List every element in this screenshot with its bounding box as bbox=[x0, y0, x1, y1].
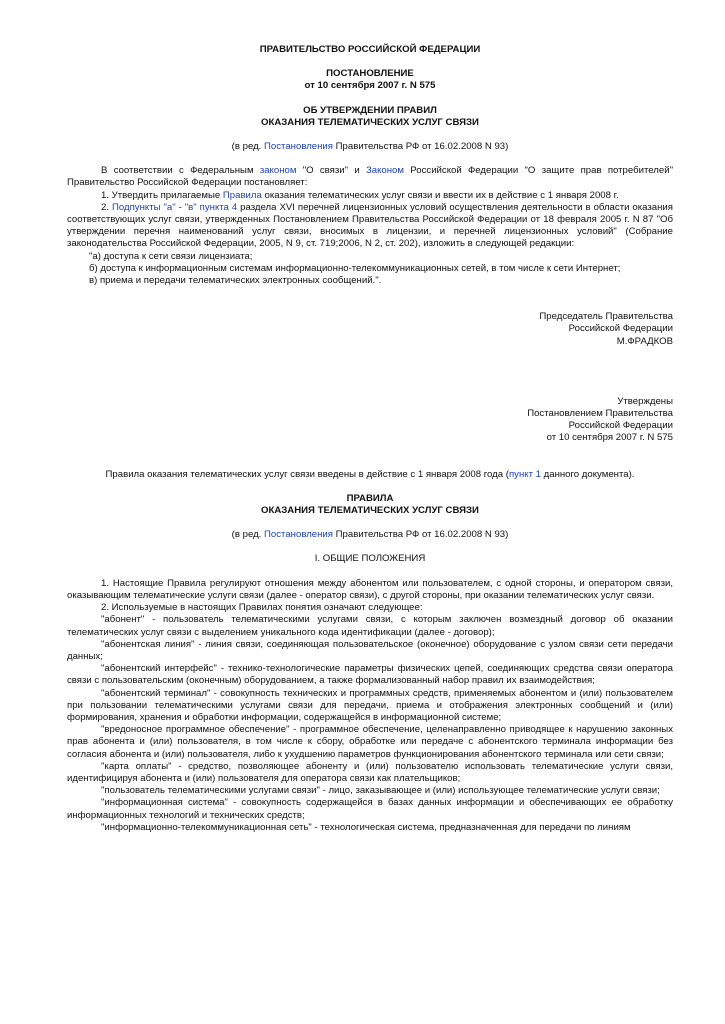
definition-paragraph: "информационная система" - совокупность содержащейся в базах данных информации и обеспечивающих ее обработку информационных технологий и технических средств; bbox=[67, 797, 673, 821]
resolution-title-line-1: ОБ УТВЕРЖДЕНИИ ПРАВИЛ bbox=[303, 104, 437, 116]
definition-paragraph: "абонентская линия" - линия связи, соединяющая пользовательское (оконечное) оборудование с узлом связи сети передачи данных; bbox=[67, 638, 673, 662]
quote-item-b: б) доступа к информационным системам информационно-телекоммуникационных сетей, в том числе к сети Интернет; bbox=[89, 262, 621, 274]
rules-redaction-link[interactable]: Постановления bbox=[264, 529, 333, 541]
signature-block: Председатель Правительства Российской Федерации М.ФРАДКОВ bbox=[539, 311, 673, 347]
definition-paragraph: "абонент" - пользователь телематическими услугами связи, с которым заключен возмездный договор об оказании телематических услуг связи с выделением уникального кода идентификации (далее - договор); bbox=[67, 614, 673, 638]
point-1-link[interactable]: пункт 1 bbox=[508, 468, 541, 480]
redaction-link[interactable]: Постановления bbox=[264, 141, 333, 153]
rules-paragraph: 2. Используемые в настоящих Правилах понятия означают следующее: bbox=[101, 602, 423, 614]
effective-date-note: Правила оказания телематических услуг связи введены в действие с 1 января 2008 года (пункт 1 данного документа). bbox=[105, 468, 635, 480]
law-link[interactable]: законом bbox=[259, 165, 297, 177]
section-heading: I. ОБЩИЕ ПОЛОЖЕНИЯ bbox=[314, 553, 426, 565]
definition-paragraph: "абонентский терминал" - совокупность технических и программных средств, применяемых абонентом и (или) пользователем при пользовании телематическими услугами связи для передачи, приема и отображения электронных сообщений и (или) формирования, хранения и обработки информации, содержащейся в информационной системе; bbox=[67, 687, 673, 723]
definition-paragraph: "карта оплаты" - средство, позволяющее абоненту и (или) пользователю использовать телематические услуги связи, идентифицируя абонента и (или) пользователя для оператора связи как плательщиков; bbox=[67, 760, 673, 784]
rules-paragraph: 1. Настоящие Правила регулируют отношения между абонентом или пользователем, с одной стороны, и оператором связи, оказывающим телематические услуги связи (далее - оператор связи), с другой стороны, при оказании телематических услуг связи. bbox=[67, 577, 673, 601]
government-heading: ПРАВИТЕЛЬСТВО РОССИЙСКОЙ ФЕДЕРАЦИИ bbox=[259, 44, 481, 55]
consumer-law-link[interactable]: Законом bbox=[365, 165, 404, 177]
rules-redaction-note: (в ред. Постановления Правительства РФ от 16.02.2008 N 93) bbox=[231, 529, 509, 541]
resolution-title-line-2: ОКАЗАНИЯ ТЕЛЕМАТИЧЕСКИХ УСЛУГ СВЯЗИ bbox=[261, 116, 479, 128]
rules-title-line-1: ПРАВИЛА bbox=[346, 492, 394, 504]
quote-item-a: "а) доступа к сети связи лицензиата; bbox=[89, 250, 253, 262]
rules-title-line-2: ОКАЗАНИЯ ТЕЛЕМАТИЧЕСКИХ УСЛУГ СВЯЗИ bbox=[261, 505, 479, 517]
rules-link[interactable]: Правила bbox=[222, 189, 262, 201]
definition-paragraph: "пользователь телематическими услугами связи" - лицо, заказывающее и (или) использующее телематические услуги связи; bbox=[101, 785, 660, 797]
point-4-link[interactable]: "в" пункта 4 bbox=[184, 201, 238, 213]
subparagraphs-link[interactable]: Подпункты "а" bbox=[111, 201, 176, 213]
preamble-paragraph: В соответствии с Федеральным законом "О связи" и Законом Российской Федерации "О защите прав потребителей" Правительство Российской Федерации постановляет: bbox=[67, 165, 673, 189]
paragraph-1: 1. Утвердить прилагаемые Правила оказания телематических услуг связи и ввести их в действие с 1 января 2008 г. bbox=[101, 189, 619, 201]
quote-item-c: в) приема и передачи телематических электронных сообщений.". bbox=[89, 275, 382, 287]
approval-block: Утверждены Постановлением Правительства Российской Федерации от 10 сентября 2007 г. N 575 bbox=[527, 395, 673, 444]
paragraph-2: 2. Подпункты "а" - "в" пункта 4 раздела XVI перечней лицензионных условий осуществления деятельности в области оказания соответствующих услуг связи, утвержденных Постановлением Правительства Российской Федерации от 18 февраля 2005 г. N 87 "Об утверждении перечня наименований услуг связи, вносимых в лицензии, и перечней лицензионных условий" (Собрание законодательства Российской Федерации, 2005, N 9, ст. 719;2006, N 2, ст. 202), изложить в следующей редакции: bbox=[67, 201, 673, 250]
document bbox=[67, 44, 673, 834]
redaction-note: (в ред. Постановления Правительства РФ от 16.02.2008 N 93) bbox=[231, 141, 509, 153]
resolution-heading: ПОСТАНОВЛЕНИЕ bbox=[326, 68, 414, 80]
resolution-date: от 10 сентября 2007 г. N 575 bbox=[304, 80, 436, 92]
definition-paragraph: "вредоносное программное обеспечение" - программное обеспечение, целенаправленно приводящее к нарушению законных прав абонента и (или) пользователя, в том числе к сбору, обработке или передаче с абонентского терминала информации без согласия абонента и (или) пользователя, либо к ухудшению параметров функционирования абонентского терминала или сети связи; bbox=[67, 724, 673, 760]
definition-paragraph: "информационно-телекоммуникационная сеть" - технологическая система, предназначенная для передачи по линиям bbox=[101, 821, 631, 833]
definition-paragraph: "абонентский интерфейс" - технико-технологические параметры физических цепей, соединяющих средства связи оператора связи с пользовательским (оконечным) оборудованием, а также формализованный набор правил их взаимодействия; bbox=[67, 663, 673, 687]
